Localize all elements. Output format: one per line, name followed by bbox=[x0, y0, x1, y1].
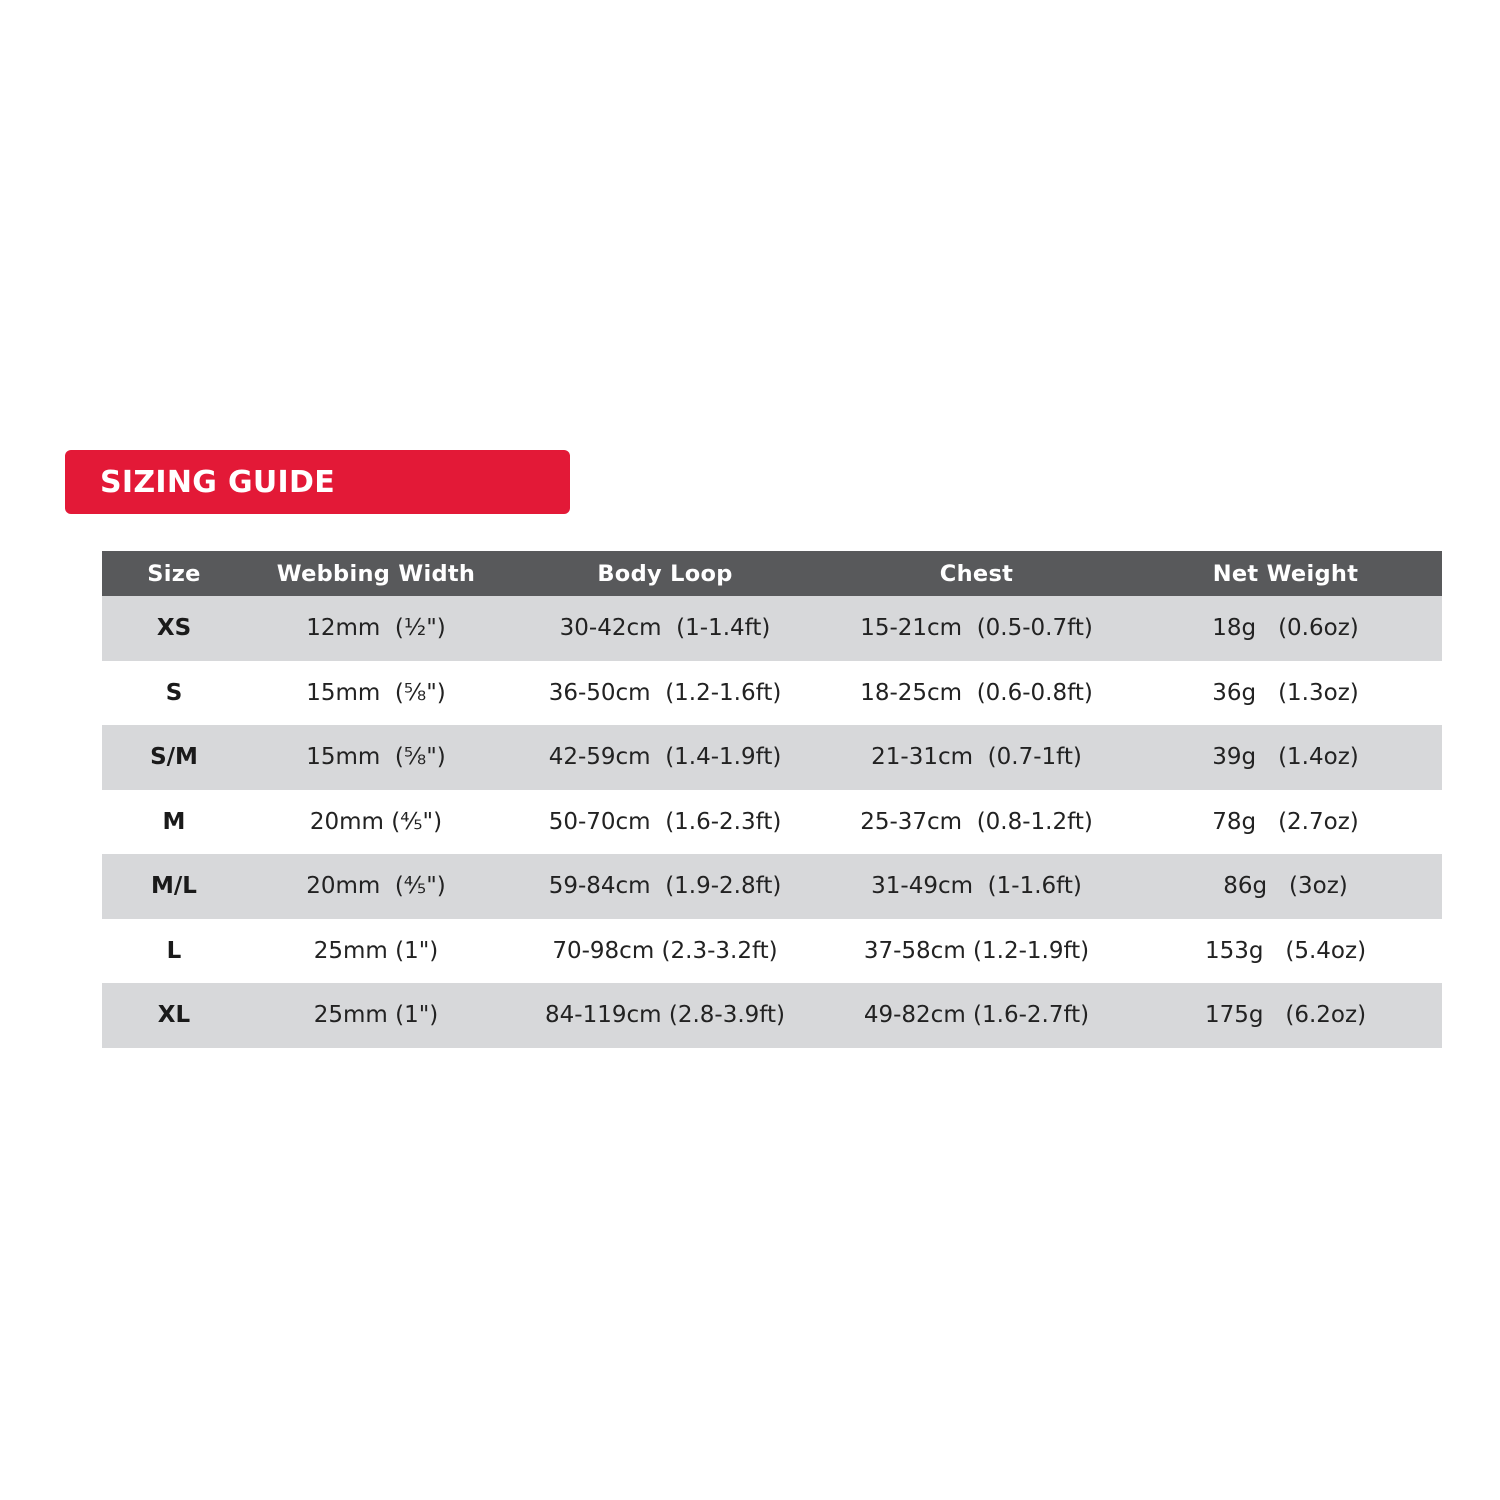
chest-cell: 31-49cm (1-1.6ft) bbox=[871, 873, 1082, 900]
table-row bbox=[102, 661, 1442, 726]
sizing-table bbox=[102, 551, 1442, 1048]
size-cell: S bbox=[165, 679, 183, 706]
size-cell: XL bbox=[157, 1002, 191, 1029]
table-row bbox=[102, 919, 1442, 984]
size-cell: M bbox=[162, 808, 186, 835]
size-cell: S/M bbox=[150, 744, 198, 771]
chest-cell: 49-82cm (1.6-2.7ft) bbox=[863, 1002, 1090, 1029]
webbing-cell: 25mm (1") bbox=[313, 937, 439, 964]
chest-cell: 37-58cm (1.2-1.9ft) bbox=[863, 937, 1090, 964]
body-loop-cell: 70-98cm (2.3-3.2ft) bbox=[552, 937, 778, 964]
sizing-guide-title: SIZING GUIDE bbox=[100, 464, 336, 500]
header-size: Size bbox=[147, 560, 201, 587]
webbing-cell: 15mm (⅝") bbox=[306, 679, 446, 706]
body-loop-cell: 36-50cm (1.2-1.6ft) bbox=[548, 679, 782, 706]
chest-cell: 15-21cm (0.5-0.7ft) bbox=[860, 615, 1093, 642]
webbing-cell: 25mm (1") bbox=[313, 1002, 439, 1029]
weight-cell: 153g (5.4oz) bbox=[1204, 937, 1367, 964]
body-loop-cell: 84-119cm (2.8-3.9ft) bbox=[545, 1002, 785, 1029]
body-loop-cell: 50-70cm (1.6-2.3ft) bbox=[548, 808, 782, 835]
weight-cell: 78g (2.7oz) bbox=[1212, 808, 1359, 835]
sizing-guide-banner bbox=[65, 450, 570, 514]
chest-cell: 25-37cm (0.8-1.2ft) bbox=[860, 808, 1093, 835]
chest-cell: 21-31cm (0.7-1ft) bbox=[871, 744, 1082, 771]
table-row bbox=[102, 596, 1442, 661]
weight-cell: 36g (1.3oz) bbox=[1212, 679, 1359, 706]
header-net-weight: Net Weight bbox=[1212, 560, 1359, 587]
table-header-row bbox=[102, 551, 1442, 596]
table-row bbox=[102, 854, 1442, 919]
weight-cell: 18g (0.6oz) bbox=[1212, 615, 1359, 642]
weight-cell: 86g (3oz) bbox=[1223, 873, 1348, 900]
size-cell: M/L bbox=[151, 873, 197, 900]
body-loop-cell: 59-84cm (1.9-2.8ft) bbox=[548, 873, 782, 900]
body-loop-cell: 30-42cm (1-1.4ft) bbox=[559, 615, 771, 642]
webbing-cell: 12mm (½") bbox=[306, 615, 446, 642]
size-cell: XS bbox=[156, 615, 192, 642]
header-chest: Chest bbox=[939, 560, 1014, 587]
size-cell: L bbox=[166, 937, 182, 964]
webbing-cell: 20mm (⅘") bbox=[306, 873, 446, 900]
webbing-cell: 20mm (⅘") bbox=[309, 808, 443, 835]
header-body-loop: Body Loop bbox=[597, 560, 733, 587]
chest-cell: 18-25cm (0.6-0.8ft) bbox=[860, 679, 1093, 706]
table-row bbox=[102, 790, 1442, 855]
table-row bbox=[102, 983, 1442, 1048]
weight-cell: 39g (1.4oz) bbox=[1212, 744, 1359, 771]
table-row bbox=[102, 725, 1442, 790]
webbing-cell: 15mm (⅝") bbox=[306, 744, 446, 771]
header-webbing-width: Webbing Width bbox=[276, 560, 476, 587]
weight-cell: 175g (6.2oz) bbox=[1204, 1002, 1367, 1029]
body-loop-cell: 42-59cm (1.4-1.9ft) bbox=[548, 744, 782, 771]
